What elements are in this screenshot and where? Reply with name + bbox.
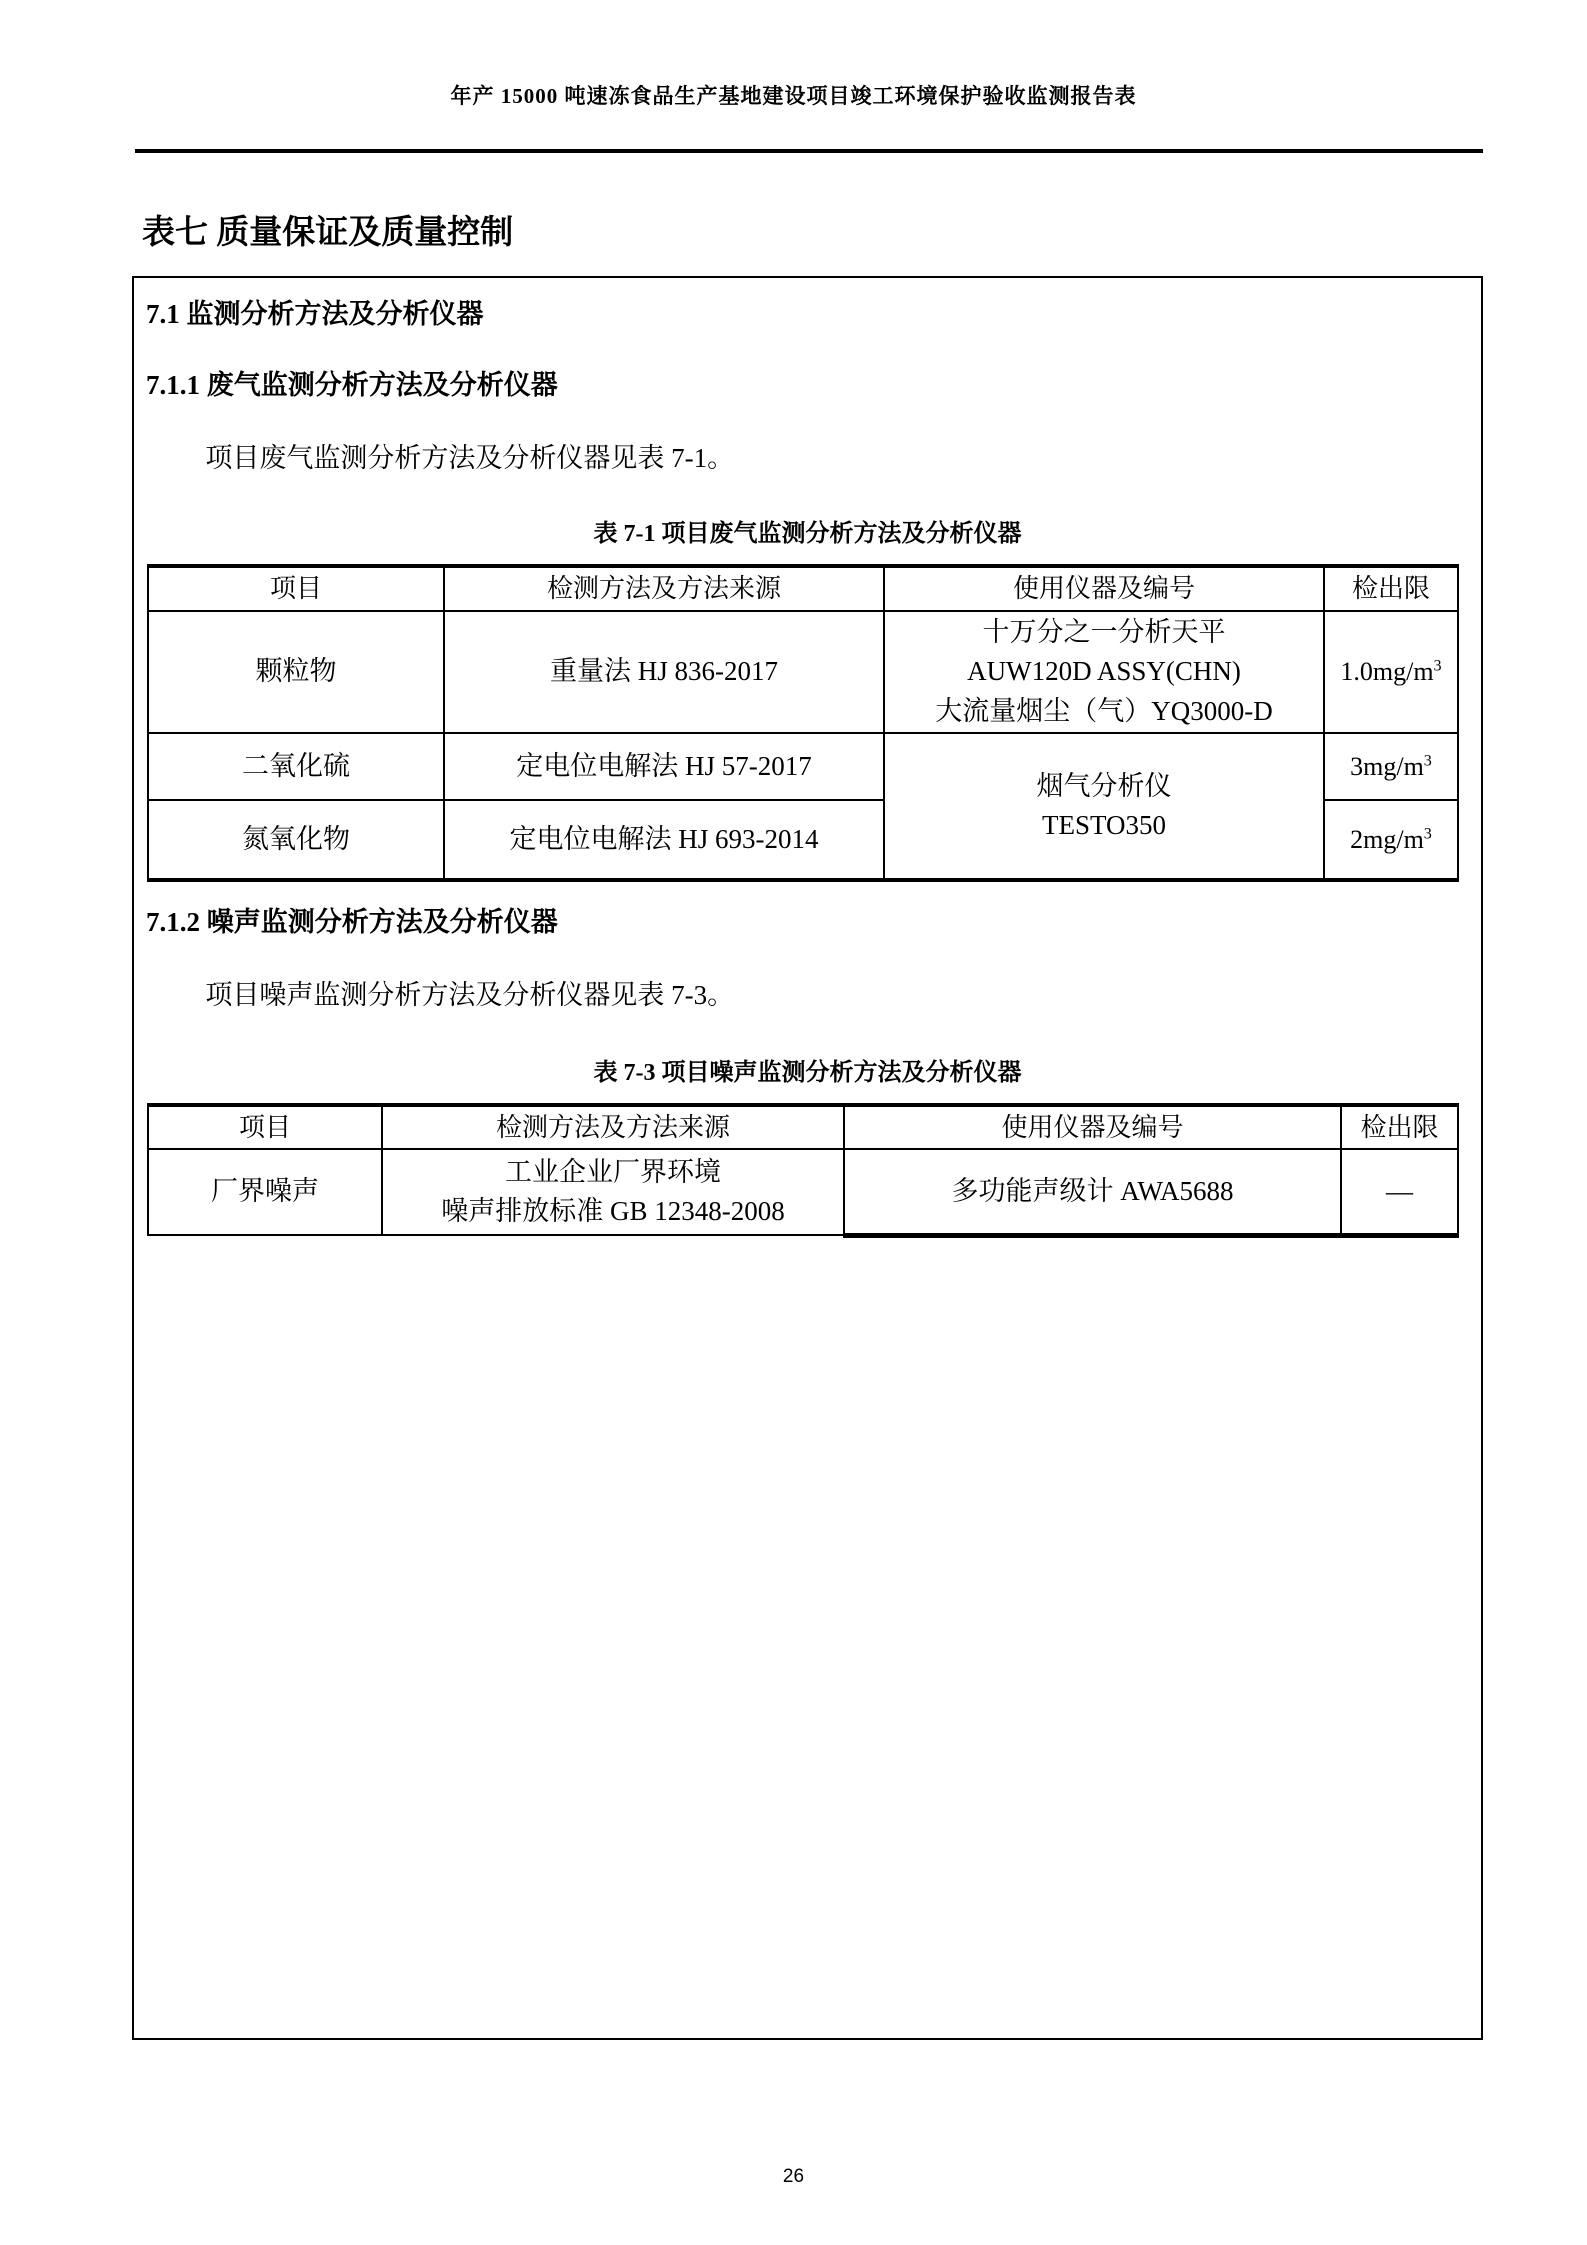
col-header-instrument: 使用仪器及编号 bbox=[884, 566, 1324, 611]
col-header-limit: 检出限 bbox=[1341, 1105, 1458, 1149]
page-header-title: 年产 15000 吨速冻食品生产基地建设项目竣工环境保护验收监测报告表 bbox=[450, 84, 1137, 108]
limit-superscript: 3 bbox=[1423, 825, 1432, 842]
intro-paragraph-7-1-2: 项目噪声监测分析方法及分析仪器见表 7-3。 bbox=[205, 980, 735, 1010]
col-header-item: 项目 bbox=[148, 566, 444, 611]
limit-value: 1.0mg/m bbox=[1340, 657, 1434, 687]
col-header-limit: 检出限 bbox=[1324, 566, 1458, 611]
cell-detection-limit: — bbox=[1341, 1149, 1458, 1235]
col-header-method: 检测方法及方法来源 bbox=[444, 566, 884, 611]
table-row-particulate bbox=[148, 611, 1458, 733]
table-row-so2 bbox=[148, 733, 1458, 800]
heading-7-1-1: 7.1.1 废气监测分析方法及分析仪器 bbox=[146, 370, 558, 400]
cell-item: 氮氧化物 bbox=[148, 800, 444, 880]
table-7-1-header-row bbox=[148, 566, 1458, 611]
cell-method: 定电位电解法 HJ 693-2014 bbox=[444, 800, 884, 880]
cell-item: 厂界噪声 bbox=[148, 1149, 382, 1235]
cell-detection-limit bbox=[1324, 733, 1458, 800]
cell-detection-limit bbox=[1324, 611, 1458, 733]
table-7-3-title: 表 7-3 项目噪声监测分析方法及分析仪器 bbox=[593, 1060, 1022, 1086]
col-header-method: 检测方法及方法来源 bbox=[382, 1105, 844, 1149]
limit-superscript: 3 bbox=[1423, 752, 1432, 769]
instrument-line: TESTO350 bbox=[1041, 810, 1166, 840]
instrument-line: 十万分之一分析天平 bbox=[982, 617, 1226, 648]
heading-7-1: 7.1 监测分析方法及分析仪器 bbox=[146, 299, 484, 329]
instrument-line: 大流量烟尘（气）YQ3000-D bbox=[935, 695, 1273, 726]
cell-method: 定电位电解法 HJ 57-2017 bbox=[444, 733, 884, 800]
cell-detection-limit bbox=[1324, 800, 1458, 880]
heading-7-1-2: 7.1.2 噪声监测分析方法及分析仪器 bbox=[146, 907, 558, 937]
table-7-1 bbox=[147, 564, 1459, 882]
instrument-line: AUW120D ASSY(CHN) bbox=[967, 656, 1241, 687]
cell-method: 重量法 HJ 836-2017 bbox=[444, 611, 884, 733]
table-row-boundary-noise bbox=[148, 1149, 1458, 1235]
cell-item: 二氧化硫 bbox=[148, 733, 444, 800]
table-7-3-header-row bbox=[148, 1105, 1458, 1149]
limit-value: 2mg/m bbox=[1350, 824, 1424, 854]
page-number: 26 bbox=[782, 2166, 805, 2187]
content-box bbox=[132, 276, 1483, 2040]
section-main-title: 表七 质量保证及质量控制 bbox=[142, 215, 514, 251]
limit-value: 3mg/m bbox=[1350, 751, 1424, 781]
cell-method bbox=[382, 1149, 844, 1235]
cell-item: 颗粒物 bbox=[148, 611, 444, 733]
table-7-3 bbox=[147, 1103, 1459, 1238]
intro-paragraph-7-1-1: 项目废气监测分析方法及分析仪器见表 7-1。 bbox=[205, 443, 735, 473]
table-7-1-title: 表 7-1 项目废气监测分析方法及分析仪器 bbox=[593, 521, 1022, 547]
instrument-line: 烟气分析仪 bbox=[1036, 770, 1172, 801]
cell-instrument-shared bbox=[884, 733, 1324, 880]
cell-instrument bbox=[884, 611, 1324, 733]
header-divider-rule bbox=[135, 149, 1483, 153]
method-line: 工业企业厂界环境 bbox=[505, 1156, 721, 1187]
method-line: 噪声排放标准 GB 12348-2008 bbox=[441, 1196, 785, 1226]
cell-instrument: 多功能声级计 AWA5688 bbox=[844, 1149, 1341, 1235]
col-header-item: 项目 bbox=[148, 1105, 382, 1149]
limit-superscript: 3 bbox=[1433, 657, 1442, 675]
col-header-instrument: 使用仪器及编号 bbox=[844, 1105, 1341, 1149]
